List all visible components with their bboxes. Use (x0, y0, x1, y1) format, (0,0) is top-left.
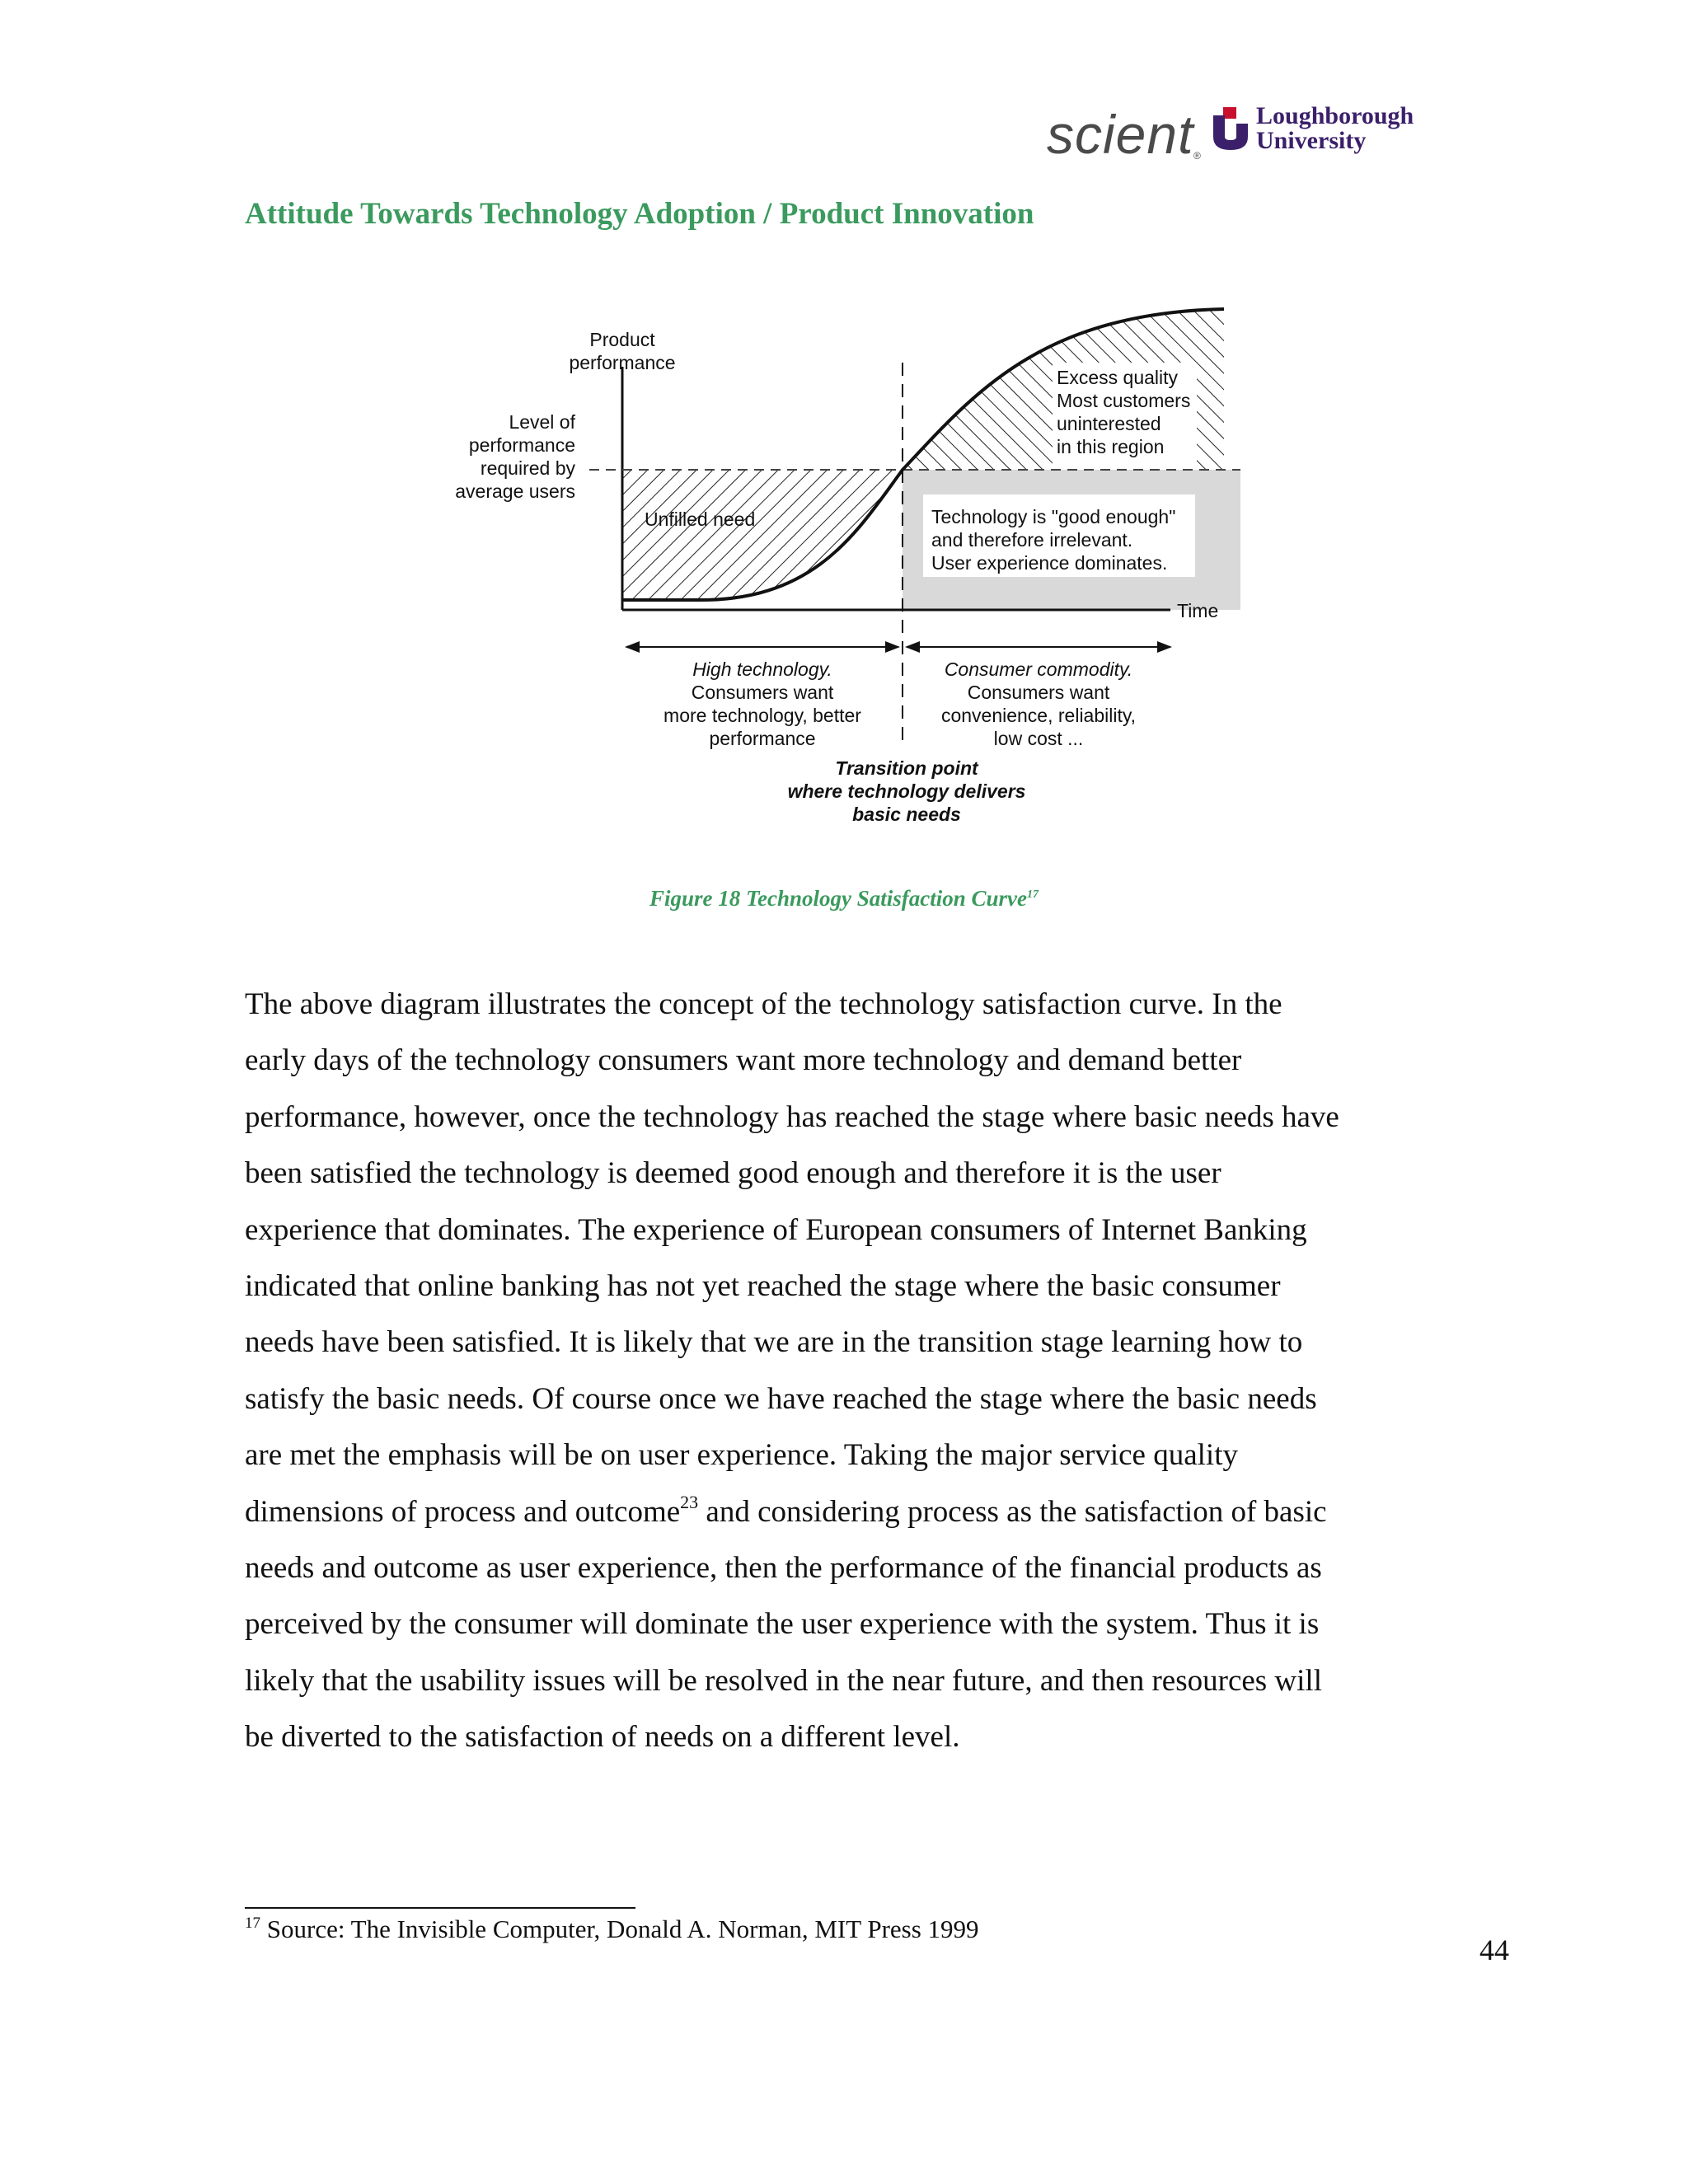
body-line: are met the emphasis will be on user experience. Taking the major service quality (245, 1438, 1238, 1473)
body-line: indicated that online banking has not yet reached the stage where the basic consumer (245, 1269, 1281, 1304)
body-line-text: and considering process as the satisfaction of basic (698, 1494, 1327, 1529)
high-tech-label-3: more technology, better (663, 705, 861, 726)
commodity-label-2: Consumers want (967, 682, 1110, 703)
technology-satisfaction-diagram (429, 297, 1253, 841)
y-axis-label-2: performance (569, 352, 676, 373)
body-line: needs have been satisfied. It is likely that we are in the transition stage learning how to (245, 1325, 1303, 1360)
transition-label-1: Transition point (835, 757, 978, 779)
body-line: satisfy the basic needs. Of course once we have reached the stage where the basic needs (245, 1381, 1317, 1416)
high-tech-label-1: High technology. (692, 658, 832, 680)
body-line: be diverted to the satisfaction of needs on a different level. (245, 1720, 960, 1755)
body-line: perceived by the consumer will dominate the user experience with the system. Thus it is (245, 1607, 1320, 1642)
commodity-label-1: Consumer commodity. (944, 658, 1133, 680)
unfilled-need-label: Unfilled need (645, 509, 756, 530)
page-number: 44 (1479, 1933, 1509, 1966)
body-line-text: dimensions of process and outcome (245, 1494, 681, 1529)
commodity-label-3: convenience, reliability, (940, 705, 1137, 726)
x-axis-label: Time (1177, 600, 1219, 621)
excess-label-4: in this region (1057, 436, 1165, 457)
body-line: experience that dominates. The experience of European consumers of Internet Banking (245, 1212, 1307, 1247)
body-line: been satisfied the technology is deemed good enough and therefore it is the user (245, 1156, 1221, 1191)
high-tech-label-4: performance (709, 728, 816, 749)
footnote (245, 1915, 979, 1944)
high-tech-arrowhead-left (625, 641, 640, 653)
scient-logo-mark: ® (1193, 150, 1201, 162)
good-enough-label-3: User experience dominates. (931, 552, 1168, 574)
y-axis-label-1: Product (589, 329, 655, 350)
unfilled-need-region (622, 470, 903, 600)
footnote-text: Source: The Invisible Computer, Donald A. Norman, MIT Press 1999 (260, 1915, 979, 1943)
footnote-ref-23: 23 (680, 1491, 699, 1512)
caption-text: Figure 18 Technology Satisfaction Curve (649, 886, 1028, 911)
high-tech-label-2: Consumers want (691, 682, 834, 703)
required-label-2: performance (468, 434, 575, 456)
figure-caption (0, 886, 1688, 912)
commodity-arrowhead-right (1157, 641, 1172, 653)
good-enough-label-1: Technology is "good enough" (931, 506, 1176, 527)
body-line: performance, however, once the technology has reached the stage where basic needs have (245, 1099, 1339, 1134)
excess-label-2: Most customers (1057, 390, 1191, 411)
excess-label-3: uninterested (1057, 413, 1161, 434)
footnote-divider (245, 1907, 635, 1909)
body-paragraph (245, 977, 1440, 1766)
body-line: The above diagram illustrates the concept of the technology satisfaction curve. In the (245, 987, 1282, 1021)
caption-footnote-ref: 17 (1027, 888, 1039, 901)
commodity-label-4: low cost ... (993, 728, 1084, 749)
commodity-arrowhead-left (905, 641, 920, 653)
logo-line-university: University (1256, 127, 1367, 154)
header-logos (1047, 101, 1434, 166)
scient-logo: scient (1047, 104, 1194, 165)
diagram-svg (429, 297, 1253, 841)
transition-label-2: where technology delivers (787, 780, 1026, 802)
body-line: likely that the usability issues will be resolved in the near future, and then resources will (245, 1663, 1322, 1698)
excess-label-1: Excess quality (1057, 367, 1179, 388)
required-label-3: required by (480, 457, 575, 479)
required-label-4: average users (455, 480, 575, 502)
good-enough-label-2: and therefore irrelevant. (931, 529, 1133, 551)
loughborough-university-logo (1256, 104, 1414, 153)
body-line (245, 1484, 1440, 1540)
section-heading: Attitude Towards Technology Adoption / Product Innovation (245, 197, 1034, 231)
body-line: early days of the technology consumers want more technology and demand better (245, 1043, 1242, 1078)
required-label-1: Level of (509, 411, 575, 433)
transition-label-3: basic needs (852, 804, 961, 825)
body-line: needs and outcome as user experience, then the performance of the financial products as (245, 1551, 1322, 1586)
loughborough-shield-icon (1212, 107, 1250, 152)
high-tech-arrowhead-right (885, 641, 900, 653)
footnote-number: 17 (245, 1915, 260, 1932)
logo-line-loughborough: Loughborough (1256, 102, 1414, 129)
